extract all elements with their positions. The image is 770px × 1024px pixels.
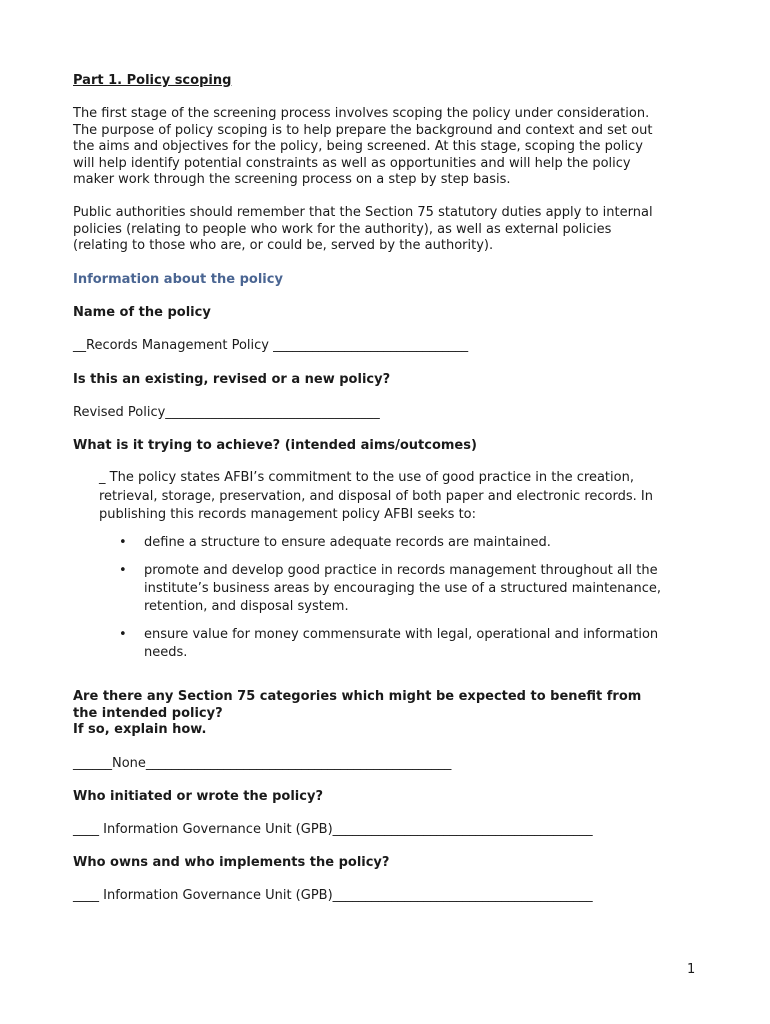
section-heading: Information about the policy [73,272,283,287]
page-title: Part 1. Policy scoping [73,73,232,88]
text-line: needs. [144,645,188,661]
page-number: 1 [687,962,696,977]
question-policy-status: Is this an existing, revised or a new policy? [73,372,391,387]
question-policy-aims: What is it trying to achieve? (intended aims/outcomes) [73,438,477,453]
bullet-icon: • [119,535,127,550]
text-line: institute’s business areas by encouraging the use of a structured maintenance, [144,581,661,597]
text-line: promote and develop good practice in records management throughout all the [144,563,658,578]
question-policy-name: Name of the policy [73,305,211,320]
text-line: (relating to those who are, or could be, served by the authority). [73,238,494,254]
text-line: retention, and disposal system. [144,599,349,615]
text-line: ensure value for money commensurate with legal, operational and information [144,627,659,642]
answer-policy-status: Revised Policy_________________________________ [73,405,380,420]
aims-paragraph [99,469,699,525]
text-line: _ The policy states AFBI’s commitment to the use of good practice in the creation, [99,470,634,485]
answer-policy-name: __Records Management Policy ______________________________ [73,338,469,353]
question-owner: Who owns and who implements the policy? [73,855,390,870]
text-line: maker work through the screening process on a step by step basis. [73,172,511,188]
authorities-paragraph [73,205,653,255]
text-line: Public authorities should remember that the Section 75 statutory duties apply to internal [73,205,653,220]
question-initiated-by: Who initiated or wrote the policy? [73,789,323,804]
answer-section-75: ______None_______________________________________________ [73,756,452,771]
text-line: Are there any Section 75 categories which might be expected to benefit from [73,689,642,704]
text-line: The purpose of policy scoping is to help prepare the background and context and set out [73,122,653,138]
text-line: publishing this records management policy AFBI seeks to: [99,507,477,522]
text-line: If so, explain how. [73,722,207,738]
list-item [99,626,744,662]
list-item [99,562,744,617]
bullet-icon: • [119,563,127,578]
question-section-75 [73,689,641,739]
answer-owner: ____ Information Governance Unit (GPB)________________________________________ [73,888,593,903]
bullet-icon: • [119,627,127,642]
list-item [99,534,744,552]
answer-initiated-by: ____ Information Governance Unit (GPB)________________________________________ [73,822,593,837]
text-line: the intended policy? [73,705,223,721]
intro-paragraph [73,106,652,189]
text-line: the aims and objectives for the policy, being screened. At this stage, scoping the policy [73,139,643,155]
text-line: The first stage of the screening process involves scoping the policy under consideration. [73,106,650,121]
text-line: policies (relating to people who work for the authority), as well as external policies [73,221,612,237]
text-line: will help identify potential constraints as well as opportunities and will help the policy [73,155,631,171]
text-line: retrieval, storage, preservation, and disposal of both paper and electronic records. In [99,488,653,504]
text-line: define a structure to ensure adequate records are maintained. [144,535,551,550]
